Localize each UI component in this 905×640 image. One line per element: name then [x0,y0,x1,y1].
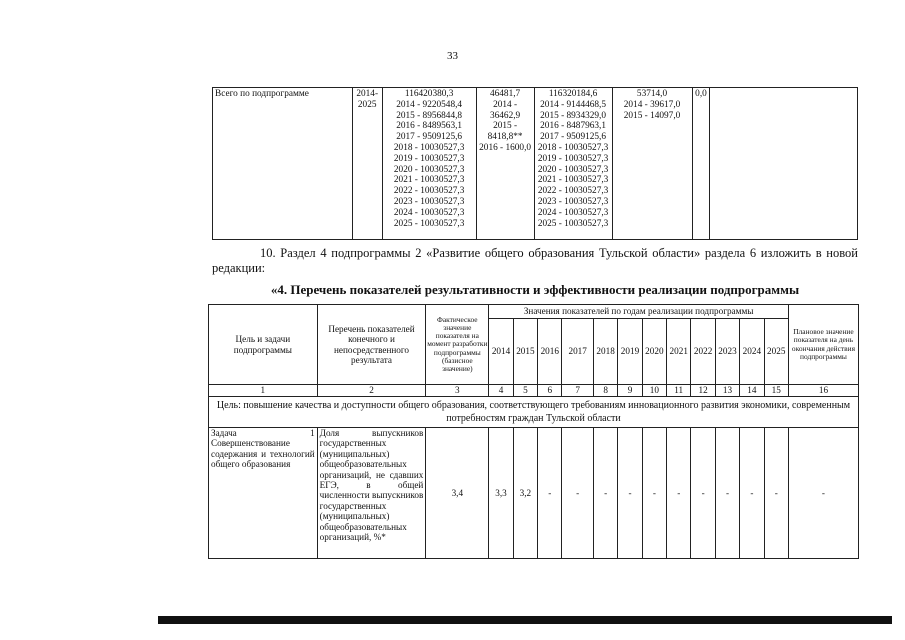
funding-line: 2014 - 39617,0 [623,99,681,110]
funding-line: 2021 - 10030527,3 [537,175,609,186]
column-number: 16 [788,385,858,397]
year-value-cell: 3,3 [489,428,513,559]
funding-line: 2020 - 10030527,3 [537,164,609,175]
funding-line: 2016 - 8487963,1 [540,121,607,132]
indicators-table [208,304,859,559]
funding-line: 2015 - 8934329,0 [540,110,607,121]
column-number: 15 [764,385,788,397]
goal-row: Цель: повышение качества и доступности общего образования, соответствующего требованиям инновационного развития экономики, современным потребностям граждан Тульской области [209,397,859,428]
funding-line: 2018 - 10030527,3 [393,142,465,153]
funding-line: 2016 - 8489563,1 [396,121,463,132]
funding-line: 2017 - 9509125,6 [540,132,607,143]
funding-line: 2019 - 10030527,3 [537,153,609,164]
funding-line: 46481,7 [489,89,521,99]
year-value-cell: - [715,428,739,559]
header-plan: Плановое значение показателя на день окончания действия подпрограммы [788,305,858,385]
funding-line: 53714,0 [636,89,668,99]
year-header: 2021 [667,319,691,385]
funding-line: 2022 - 10030527,3 [393,186,465,197]
funding-line: 2015 - 8956844,8 [396,110,463,121]
bottom-bar [158,616,892,624]
year-header: 2020 [642,319,666,385]
header-values: Значения показателей по годам реализации подпрограммы [489,305,789,319]
section-title: «4. Перечень показателей результативности и эффективности реализации подпрограммы [270,282,800,297]
funding-line: 116420380,3 [404,89,454,99]
year-header: 2018 [593,319,617,385]
column-number: 1 [209,385,318,397]
header-actual: Фактическое значение показателя на момент разработки подпрограммы (базисное значение) [426,305,489,385]
year-header: 2022 [691,319,715,385]
year-value-cell: - [667,428,691,559]
year-value-cell: - [618,428,642,559]
funding-line: 116320184,6 [548,89,598,99]
column-number: 13 [715,385,739,397]
header-indicators: Перечень показателей конечного и непосредственного результата [317,305,426,385]
funding-line: 2014 - 9220548,4 [396,99,463,110]
funding-line: 2017 - 9509125,6 [396,132,463,143]
year-header: 2025 [764,319,788,385]
column-number: 4 [489,385,513,397]
column-number: 8 [593,385,617,397]
column-number: 9 [618,385,642,397]
funding-empty-col [710,88,858,240]
funding-line: 2023 - 10030527,3 [393,196,465,207]
year-header: 2014 [489,319,513,385]
year-value-cell: - [593,428,617,559]
header-goal: Цель и задачи подпрограммы [209,305,318,385]
funding-line: 2018 - 10030527,3 [537,142,609,153]
funding-line: 8418,8** [487,132,523,143]
funding-total-col [382,88,476,240]
year-value-cell: - [691,428,715,559]
funding-years: 2014-2025 [352,88,382,240]
funding-table [212,87,858,240]
year-header: 2017 [562,319,593,385]
funding-line: 2022 - 10030527,3 [537,186,609,197]
funding-line: 2020 - 10030527,3 [393,164,465,175]
funding-line: 2014 - [493,99,518,110]
year-header: 2024 [740,319,764,385]
year-header: 2015 [513,319,537,385]
column-number: 5 [513,385,537,397]
plan-value-cell: - [788,428,858,559]
year-header: 2019 [618,319,642,385]
year-header: 2023 [715,319,739,385]
column-number: 10 [642,385,666,397]
funding-regional-col [534,88,612,240]
year-value-cell: - [642,428,666,559]
column-number: 12 [691,385,715,397]
funding-line: 2024 - 10030527,3 [537,207,609,218]
funding-line: 2014 - 9144468,5 [540,99,607,110]
funding-line: 36462,9 [489,110,521,121]
funding-line: 2021 - 10030527,3 [393,175,465,186]
column-number: 6 [538,385,562,397]
funding-local-col [612,88,692,240]
amendment-paragraph: 10. Раздел 4 подпрограммы 2 «Развитие общего образования Тульской области» раздела 6 изложить в новой редакции: [212,246,858,275]
funding-line: 2023 - 10030527,3 [537,196,609,207]
funding-line: 2015 - [493,121,518,132]
column-number: 3 [426,385,489,397]
year-value-cell: - [538,428,562,559]
column-number: 7 [562,385,593,397]
funding-line: 2025 - 10030527,3 [537,218,609,229]
column-number: 2 [317,385,426,397]
funding-other-col: 0,0 [692,88,710,240]
year-value-cell: - [740,428,764,559]
year-header: 2016 [538,319,562,385]
column-number: 11 [667,385,691,397]
actual-value-cell: 3,4 [426,428,489,559]
year-value-cell: 3,2 [513,428,537,559]
funding-line: 2019 - 10030527,3 [393,153,465,164]
funding-line: 2024 - 10030527,3 [393,207,465,218]
funding-row-label: Всего по подпрограмме [213,88,353,240]
funding-line: 2015 - 14097,0 [623,110,681,121]
page-number: 33 [447,50,458,62]
funding-line: 2016 - 1600,0 [479,142,532,153]
task-cell: Задача 1 Совершенствование содержания и технологий общего образования [209,428,318,559]
indicator-cell: Доля выпускников государственных (муниципальных) общеобразовательных организаций, не сдавших ЕГЭ, в общей численности выпускников государственных (муниципальных) общеобразовательных организаций, %* [317,428,426,559]
funding-line: 2025 - 10030527,3 [393,218,465,229]
year-value-cell: - [764,428,788,559]
column-number: 14 [740,385,764,397]
year-value-cell: - [562,428,593,559]
funding-federal-col [476,88,534,240]
